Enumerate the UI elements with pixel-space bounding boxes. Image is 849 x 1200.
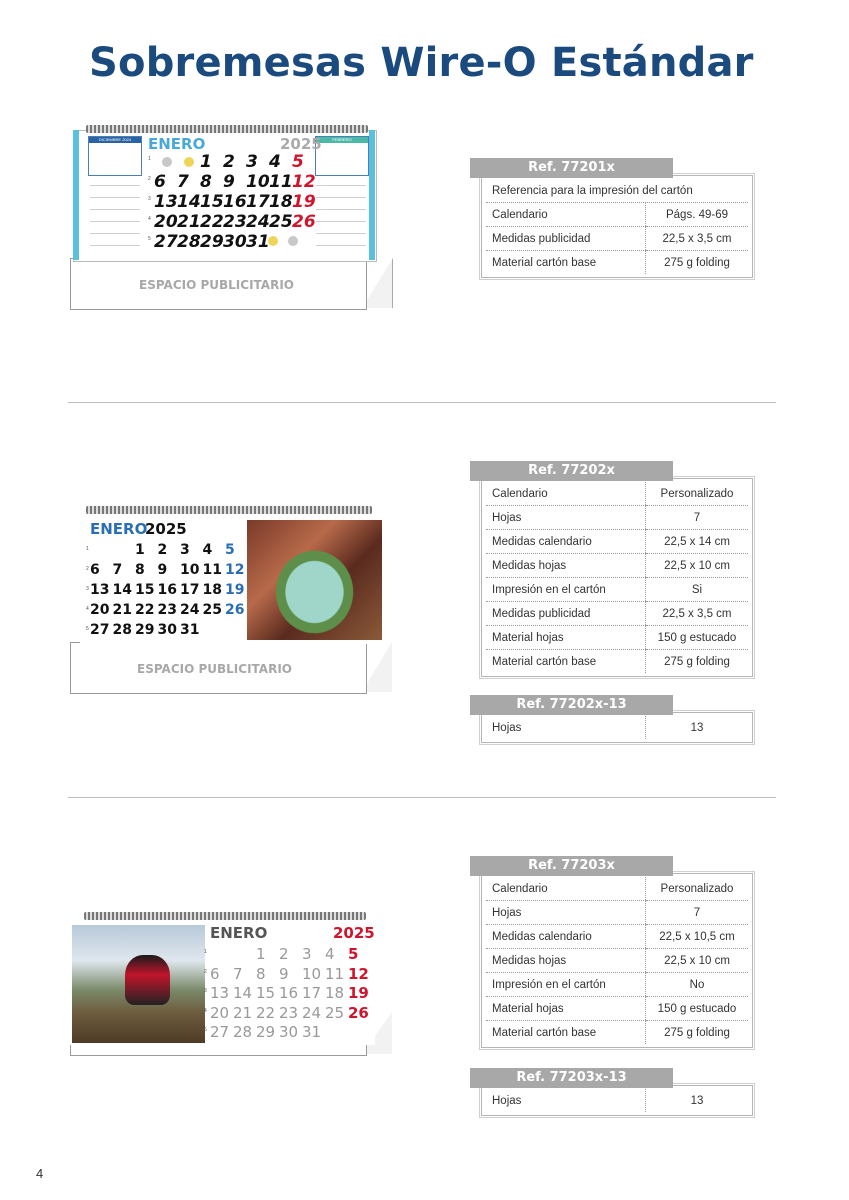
calendar-day: 3	[180, 542, 190, 558]
spec-row	[486, 506, 748, 530]
week-number: 1	[148, 156, 151, 162]
calendar-day: 12	[292, 172, 316, 192]
notes-lines-right	[316, 185, 366, 254]
spec-row	[486, 901, 748, 925]
calendar-day: 18	[325, 984, 345, 1002]
calendar-frame-right	[369, 130, 375, 260]
spec-label: Material cartón base	[492, 655, 597, 668]
week-number: 5	[86, 626, 89, 632]
week-number: 2	[204, 968, 207, 975]
spec-value: 13	[646, 716, 749, 739]
wire-o-binding	[84, 912, 366, 920]
calendar-day: 21	[112, 602, 132, 618]
week-number: 3	[204, 988, 207, 994]
calendar-day: 16	[157, 582, 177, 598]
spec-row	[486, 554, 748, 578]
calendar-day: 11	[202, 562, 222, 578]
calendar-day: 4	[202, 542, 213, 558]
spec-row	[486, 877, 748, 901]
section-divider	[68, 402, 776, 403]
spec-table-77203x-13	[470, 1068, 753, 1116]
spec-value: 7	[646, 506, 749, 530]
calendar-day: 17	[180, 582, 200, 598]
week-number: 1	[204, 949, 207, 955]
calendar-day: 5	[225, 542, 235, 558]
spec-table-77202x-13	[470, 695, 753, 743]
calendar-day: 14	[177, 192, 201, 212]
spec-label: Calendario	[486, 877, 646, 901]
calendar-month: ENERO	[210, 924, 268, 942]
calendar-day: 10	[246, 172, 270, 192]
calendar-day: 6	[90, 562, 100, 578]
calendar-day: 1	[200, 152, 212, 172]
calendar-day: 8	[256, 964, 266, 983]
spec-box	[481, 712, 753, 743]
calendar-day: 30	[279, 1023, 299, 1041]
calendar-day: 20	[154, 212, 178, 232]
calendar-day: 4	[269, 152, 281, 172]
section-divider	[68, 797, 776, 798]
calendar-day: 31	[246, 232, 270, 252]
calendar-day: 27	[210, 1023, 230, 1041]
calendar-day: 12	[348, 964, 369, 983]
week-number: 4	[204, 1007, 207, 1014]
week-number: 3	[148, 196, 151, 202]
food-photo	[247, 520, 382, 640]
ad-space-label: ESPACIO PUBLICITARIO	[137, 662, 292, 676]
calendar-frame-left	[73, 130, 79, 260]
spec-ref-tab: Ref. 77202x-13	[470, 695, 673, 715]
calendar-day: 27	[90, 622, 110, 638]
calendar-day: 30	[223, 232, 247, 252]
spec-row	[486, 626, 748, 650]
spec-value: 7	[646, 901, 749, 925]
spec-row	[486, 973, 748, 997]
spec-row	[486, 530, 748, 554]
calendar-day: 3	[246, 152, 258, 172]
spec-row	[486, 997, 748, 1021]
spec-table-77201x	[470, 158, 753, 278]
spec-row	[486, 203, 748, 227]
calendar-day: 19	[348, 984, 369, 1002]
spec-label: Impresión en el cartón	[486, 578, 646, 602]
calendar-day: 5	[292, 152, 304, 172]
calendar-day: 5	[348, 945, 359, 963]
calendar-day: 1	[135, 542, 145, 558]
spec-row	[486, 227, 748, 251]
spec-value: 22,5 x 10 cm	[646, 949, 749, 973]
ad-space-label: ESPACIO PUBLICITARIO	[139, 278, 294, 292]
calendar-day: 17	[246, 192, 270, 212]
week-number: 4	[148, 216, 151, 222]
calendar-day: 2	[223, 152, 235, 172]
calendar-day: 24	[302, 1003, 322, 1022]
spec-box	[481, 1085, 753, 1116]
calendar-day: 3	[302, 945, 312, 963]
calendar-month: ENERO	[148, 135, 206, 153]
calendar-day: 28	[177, 232, 201, 252]
spec-value: Si	[646, 578, 749, 602]
calendar-day: 9	[157, 562, 168, 578]
spec-value: 22,5 x 10,5 cm	[646, 925, 749, 949]
calendar-day: 11	[269, 172, 293, 192]
calendar-day: 7	[112, 562, 123, 578]
week-number: 3	[86, 586, 89, 592]
calendar-day: 19	[225, 582, 245, 598]
calendar-day: 23	[279, 1003, 299, 1022]
calendar-day: 14	[233, 984, 253, 1002]
calendar-day: 18	[202, 582, 222, 598]
calendar-day: 13	[90, 582, 110, 598]
spec-row	[486, 716, 748, 739]
spec-box	[481, 175, 753, 278]
week-number: 1	[86, 546, 89, 552]
moon-phase-icon	[162, 157, 172, 167]
spec-value: Personalizado	[646, 482, 749, 506]
calendar-day: 22	[200, 212, 224, 232]
calendar-day: 28	[233, 1023, 253, 1041]
calendar-day: 6	[210, 964, 220, 983]
calendar-day: 21	[233, 1003, 253, 1022]
calendar-day: 29	[256, 1023, 276, 1041]
calendar-year: 2025	[280, 135, 322, 153]
calendar-day: 16	[279, 984, 299, 1002]
spec-label: Hojas	[486, 506, 646, 530]
calendar-day: 10	[302, 964, 322, 983]
spec-table-77202x	[470, 461, 753, 677]
spec-table-77203x	[470, 856, 753, 1048]
calendar-day: 2	[279, 945, 289, 963]
spec-row	[486, 251, 748, 275]
calendar-day: 6	[154, 172, 166, 192]
calendar-day: 24	[246, 212, 270, 232]
spec-value: 22,5 x 10 cm	[646, 554, 749, 578]
calendar-day: 25	[325, 1003, 345, 1022]
spec-label: Medidas calendario	[486, 530, 646, 554]
calendar-day: 11	[325, 964, 345, 983]
mini-calendar-previous	[88, 136, 142, 176]
calendar-day: 20	[210, 1003, 230, 1022]
calendar-day: 7	[233, 964, 243, 983]
spec-ref-tab: Ref. 77203x-13	[470, 1068, 673, 1088]
calendar-day: 15	[200, 192, 224, 212]
spec-label: Medidas hojas	[486, 554, 646, 578]
spec-value: 275 g folding	[646, 1021, 749, 1045]
calendar-day: 7	[177, 172, 189, 192]
calendar-day: 31	[302, 1023, 322, 1041]
spec-rows	[486, 877, 748, 1044]
spec-rows	[486, 179, 748, 274]
calendar-day: 24	[180, 602, 200, 618]
calendar-year: 2025	[333, 924, 375, 942]
notes-lines-left	[90, 185, 140, 254]
spec-rows	[486, 1089, 748, 1112]
calendar-day: 23	[157, 602, 177, 618]
spec-label: Hojas	[492, 1094, 522, 1107]
calendar-day: 26	[348, 1003, 369, 1022]
calendar-day: 18	[269, 192, 293, 212]
spec-row	[486, 925, 748, 949]
calendar-day: 25	[202, 602, 222, 618]
page-title: Sobremesas Wire-O Estándar	[89, 40, 754, 86]
spec-label: Material cartón base	[492, 1026, 597, 1039]
calendar-day: 10	[180, 562, 200, 578]
calendar-day: 9	[223, 172, 235, 192]
spec-value: 275 g folding	[646, 251, 749, 275]
spec-value: 22,5 x 14 cm	[646, 530, 749, 554]
calendar-day: 15	[135, 582, 155, 598]
calendar-day: 29	[135, 622, 155, 638]
spec-ref-tab: Ref. 77203x	[470, 856, 673, 876]
calendar-day: 4	[325, 945, 335, 963]
spec-label: Material hojas	[486, 997, 646, 1021]
mini-calendar-next	[315, 136, 369, 176]
spec-label: Material hojas	[486, 626, 646, 650]
spec-label: Material cartón base	[492, 256, 597, 269]
spec-row	[486, 1089, 748, 1112]
spec-value: 22,5 x 3,5 cm	[646, 227, 749, 251]
week-number: 2	[86, 566, 89, 572]
wire-o-binding	[86, 506, 372, 514]
calendar-day: 26	[225, 602, 245, 618]
spec-label: Medidas publicidad	[486, 227, 646, 251]
spec-value: Personalizado	[646, 877, 749, 901]
spec-value: 22,5 x 3,5 cm	[646, 602, 749, 626]
calendar-day: 9	[279, 964, 289, 983]
spec-row	[486, 650, 748, 674]
wire-o-binding	[86, 125, 368, 133]
cyclist-figure	[125, 955, 170, 1005]
page-number: 4	[36, 1166, 44, 1181]
spec-value: No	[646, 973, 749, 997]
spec-row	[486, 949, 748, 973]
spec-row	[486, 482, 748, 506]
calendar-month: ENERO	[90, 520, 148, 538]
calendar-day: 15	[256, 984, 276, 1002]
week-number: 4	[86, 606, 89, 612]
calendar-day: 8	[200, 172, 212, 192]
calendar-day: 8	[135, 562, 145, 578]
mini-calendar-next-title: FEBRERO	[316, 137, 368, 143]
spec-label: Referencia para la impresión del cartón	[486, 179, 748, 203]
calendar-day: 17	[302, 984, 322, 1002]
calendar-day: 13	[154, 192, 178, 212]
calendar-day: 22	[256, 1003, 276, 1022]
calendar-day: 19	[292, 192, 316, 212]
calendar-day: 31	[180, 622, 200, 638]
calendar-day: 25	[269, 212, 293, 232]
spec-row	[486, 1021, 748, 1045]
spec-value: 150 g estucado	[646, 997, 749, 1021]
calendar-day: 23	[223, 212, 247, 232]
spec-box	[481, 478, 753, 677]
spec-ref-tab: Ref. 77201x	[470, 158, 673, 178]
calendar-year: 2025	[145, 520, 187, 538]
moon-phase-icon	[288, 236, 298, 246]
calendar-day: 13	[210, 984, 230, 1002]
spec-row	[486, 578, 748, 602]
spec-label: Medidas publicidad	[486, 602, 646, 626]
calendar-day: 21	[177, 212, 201, 232]
spec-label: Hojas	[486, 901, 646, 925]
spec-rows	[486, 482, 748, 673]
spec-ref-tab: Ref. 77202x	[470, 461, 673, 481]
calendar-day: 27	[154, 232, 178, 252]
spec-value: 275 g folding	[646, 650, 749, 674]
easel-base	[70, 1044, 367, 1056]
calendar-day: 29	[200, 232, 224, 252]
spec-label: Medidas hojas	[486, 949, 646, 973]
spec-row	[486, 602, 748, 626]
calendar-day: 14	[112, 582, 132, 598]
spec-row	[486, 179, 748, 203]
calendar-day: 20	[90, 602, 110, 618]
calendar-day: 1	[256, 945, 266, 963]
spec-label: Hojas	[492, 721, 522, 734]
week-number: 5	[204, 1027, 207, 1033]
spec-value: Págs. 49-69	[646, 203, 749, 227]
spec-rows	[486, 716, 748, 739]
calendar-day: 28	[112, 622, 132, 638]
calendar-day: 12	[225, 562, 245, 578]
calendar-day: 26	[292, 212, 316, 232]
week-number: 2	[148, 176, 151, 182]
calendar-day: 22	[135, 602, 155, 618]
mini-calendar-previous-title: DICIEMBRE 2024	[89, 137, 141, 143]
moon-phase-icon	[184, 157, 194, 167]
spec-box	[481, 873, 753, 1048]
spec-label: Impresión en el cartón	[486, 973, 646, 997]
spec-label: Calendario	[486, 482, 646, 506]
calendar-day: 30	[157, 622, 177, 638]
calendar-day: 16	[223, 192, 247, 212]
calendar-day: 2	[157, 542, 168, 558]
spec-label: Medidas calendario	[486, 925, 646, 949]
spec-label: Calendario	[486, 203, 646, 227]
spec-value: 150 g estucado	[646, 626, 749, 650]
spec-value: 13	[646, 1089, 749, 1112]
week-number: 5	[148, 236, 151, 242]
